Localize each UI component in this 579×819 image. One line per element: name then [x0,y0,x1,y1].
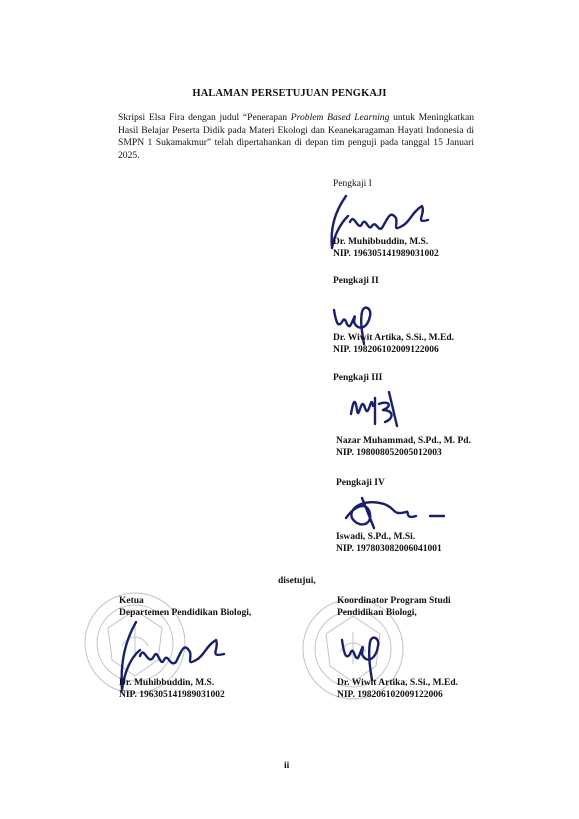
reviewer-3-name: Nazar Muhammad, S.Pd., M. Pd. [336,436,471,446]
right-approver-nip: NIP. 198206102009122006 [337,690,443,700]
reviewer-4-name: Iswadi, S.Pd., M.Si. [336,532,416,542]
reviewer-2-nip: NIP. 198206102009122006 [333,345,439,355]
right-approver-line2: Pendidikan Biologi, [337,608,417,618]
right-approver-signature [336,618,396,684]
reviewer-3-signature [345,384,405,432]
reviewer-4-nip: NIP. 197803082006041001 [336,544,442,554]
paragraph-text-2: untuk Meningkatkan Hasil Belajar Peserta Didik pada Materi Ekologi dan Keanekaragaman Hayati Indonesia di SMPN 1 Sukamakmur” telah dipertahankan di depan tim penguji pada tanggal 15 Januari 2025. [118,112,474,161]
reviewer-1-nip: NIP. 196305141989031002 [333,249,439,259]
right-approver-line1: Koordinator Program Studi [337,596,451,606]
left-approver-name: Dr. Muhibbuddin, M.S. [119,678,215,688]
approval-paragraph [118,112,474,162]
left-approver-line2: Departemen Pendidikan Biologi, [119,608,252,618]
paragraph-italic: Problem Based Learning [290,112,390,123]
reviewer-3-role: Pengkaji III [333,373,383,383]
reviewer-1-name: Dr. Muhibbuddin, M.S. [333,237,429,247]
page-title: HALAMAN PERSETUJUAN PENGKAJI [192,88,387,99]
reviewer-4-role: Pengkaji IV [336,478,385,488]
reviewer-2-role: Pengkaji II [333,276,379,286]
page-number: ii [284,761,290,771]
right-approver-name: Dr. Wiwit Artika, S.Si., M.Ed. [337,678,458,688]
left-approver-nip: NIP. 196305141989031002 [119,690,225,700]
reviewer-1-role: Pengkaji I [333,179,372,189]
reviewer-2-name: Dr. Wiwit Artika, S.Si., M.Ed. [333,333,454,343]
paragraph-text-1: Skripsi Elsa Fira dengan judul “Penerapan [118,112,291,123]
approved-label: disetujui, [278,576,316,586]
reviewer-3-nip: NIP. 198008052005012003 [336,448,442,458]
left-approver-line1: Ketua [119,596,144,606]
reviewer-4-signature [334,494,449,534]
